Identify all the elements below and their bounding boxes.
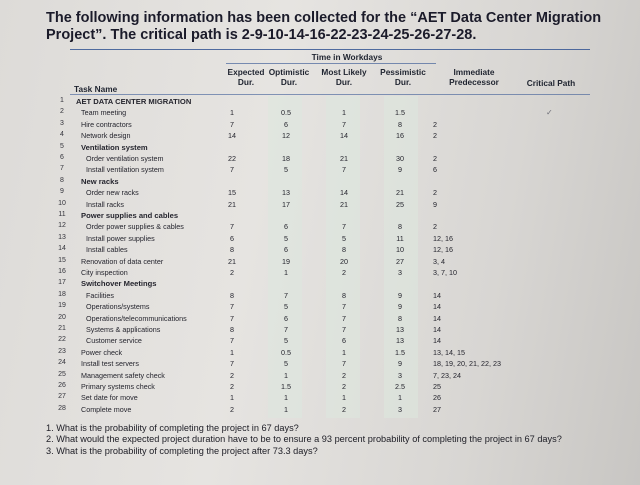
- pessimistic-duration: 30: [396, 154, 404, 163]
- expected-duration: 2: [230, 382, 234, 391]
- row-number: 2: [60, 108, 64, 116]
- task-name: Order new racks: [86, 188, 139, 198]
- row-number: 10: [58, 199, 66, 207]
- expected-duration: 2: [230, 268, 234, 277]
- row-number: 25: [58, 370, 66, 378]
- row-number: 8: [60, 176, 64, 184]
- task-name: Order ventilation system: [86, 154, 164, 163]
- most-likely-duration: 14: [340, 131, 348, 141]
- expected-header-line1: Expected: [227, 67, 265, 77]
- most-likely-header: [316, 67, 372, 87]
- row-number: 6: [60, 154, 64, 161]
- task-name: Install ventilation system: [86, 165, 164, 175]
- pessimistic-duration: 8: [398, 313, 402, 323]
- row-number: 7: [60, 165, 64, 173]
- expected-duration: 8: [230, 290, 234, 300]
- pessimistic-duration: 1: [398, 393, 402, 403]
- header-underline: [226, 63, 436, 64]
- task-name: Facilities: [86, 290, 114, 300]
- row-number: 28: [58, 404, 66, 412]
- immediate-predecessor: 12, 16: [433, 233, 453, 243]
- optimistic-duration: 5: [284, 165, 288, 175]
- task-name: Operations/systems: [86, 302, 150, 312]
- predecessor-header-line2: Predecessor: [449, 77, 499, 87]
- pessimistic-duration: 10: [396, 245, 404, 255]
- optimistic-duration: 0.5: [281, 108, 291, 118]
- most-likely-duration: 7: [342, 325, 346, 334]
- optimistic-header-line2: Dur.: [280, 77, 298, 87]
- pessimistic-duration: 11: [396, 233, 404, 243]
- immediate-predecessor: 2: [433, 154, 437, 163]
- immediate-predecessor: 2: [433, 119, 437, 129]
- expected-duration: 1: [230, 393, 234, 403]
- predecessor-header: [438, 67, 510, 87]
- question-3: 3. What is the probability of completing the project after 73.3 days?: [46, 445, 318, 456]
- task-name-header: Task Name: [74, 84, 118, 94]
- task-name: Management safety check: [81, 370, 165, 380]
- most-likely-duration: 1: [342, 108, 346, 118]
- immediate-predecessor: 2: [433, 188, 437, 198]
- row-number: 1: [60, 97, 64, 104]
- immediate-predecessor: 3, 7, 10: [433, 268, 457, 277]
- task-name: Systems & applications: [86, 325, 161, 334]
- row-number: 12: [58, 222, 66, 230]
- optimistic-duration: 18: [282, 154, 290, 163]
- group-header: Time in Workdays: [311, 52, 383, 62]
- expected-header-line2: Dur.: [237, 77, 255, 87]
- optimistic-duration: 1.5: [281, 382, 291, 391]
- immediate-predecessor: 25: [433, 382, 441, 391]
- row-number: 13: [58, 233, 66, 241]
- pessimistic-duration: 9: [398, 359, 402, 369]
- header-bottom-rule: [70, 94, 590, 95]
- optimistic-duration: 1: [284, 393, 288, 403]
- task-name: Switchover Meetings: [81, 279, 157, 289]
- pessimistic-duration: 8: [398, 222, 402, 232]
- immediate-predecessor: 7, 23, 24: [433, 370, 461, 380]
- most-likely-duration: 7: [342, 359, 346, 369]
- expected-duration: 2: [230, 404, 234, 414]
- most-likely-duration: 7: [342, 222, 346, 232]
- task-name: City inspection: [81, 268, 128, 277]
- most-likely-duration: 7: [342, 302, 346, 312]
- expected-duration: 7: [230, 313, 234, 323]
- pessimistic-duration: 3: [398, 370, 402, 380]
- most-likely-header-line2: Dur.: [335, 77, 353, 87]
- expected-duration: 7: [230, 165, 234, 175]
- task-name: AET DATA CENTER MIGRATION: [76, 97, 192, 106]
- task-name: Install test servers: [81, 359, 139, 369]
- expected-duration: 21: [228, 199, 236, 209]
- expected-duration: 14: [228, 131, 236, 141]
- task-name: Install power supplies: [86, 233, 155, 243]
- immediate-predecessor: 2: [433, 222, 437, 232]
- problem-heading: The following information has been collected for the “AET Data Center Migration Project”. The critical path is 2-9-10-14-16-22-23-24-25-26-27-28.: [46, 10, 602, 43]
- expected-header: [226, 67, 266, 87]
- question-1: 1. What is the probability of completing the project in 67 days?: [46, 423, 299, 433]
- questions-block: [46, 423, 606, 457]
- task-name: Install racks: [86, 199, 124, 209]
- most-likely-duration: 6: [342, 336, 346, 346]
- row-number: 11: [58, 211, 66, 218]
- pessimistic-duration: 13: [396, 336, 404, 346]
- expected-duration: 7: [230, 222, 234, 232]
- immediate-predecessor: 2: [433, 131, 437, 141]
- optimistic-duration: 6: [284, 245, 288, 255]
- pessimistic-duration: 2.5: [395, 382, 405, 391]
- optimistic-duration: 7: [284, 325, 288, 334]
- optimistic-duration: 1: [284, 404, 288, 414]
- row-number: 21: [58, 325, 66, 332]
- pessimistic-duration: 13: [396, 325, 404, 334]
- expected-duration: 21: [228, 256, 236, 266]
- optimistic-duration: 17: [282, 199, 290, 209]
- pessimistic-duration: 16: [396, 131, 404, 141]
- expected-duration: 7: [230, 359, 234, 369]
- optimistic-duration: 5: [284, 359, 288, 369]
- most-likely-duration: 5: [342, 233, 346, 243]
- task-name: New racks: [81, 176, 119, 186]
- expected-duration: 7: [230, 302, 234, 312]
- row-number: 23: [58, 347, 66, 355]
- most-likely-duration: 8: [342, 245, 346, 255]
- row-number: 16: [58, 268, 66, 275]
- most-likely-duration: 2: [342, 370, 346, 380]
- task-name: Network design: [81, 131, 131, 141]
- task-name: Ventilation system: [81, 142, 148, 152]
- critical-path-mark: ✓: [546, 108, 553, 118]
- expected-duration: 7: [230, 119, 234, 129]
- question-2: 2. What would the expected project duration have to be to ensure a 93 percent probability of completing the project in 67 days?: [46, 434, 562, 445]
- pessimistic-header-line1: Pessimistic: [380, 67, 426, 77]
- task-name: Team meeting: [81, 108, 127, 118]
- immediate-predecessor: 14: [433, 290, 441, 300]
- row-number: 27: [58, 393, 66, 401]
- most-likely-duration: 1: [342, 347, 346, 357]
- row-number: 22: [58, 336, 66, 344]
- optimistic-duration: 1: [284, 370, 288, 380]
- pessimistic-duration: 25: [396, 199, 404, 209]
- optimistic-header: [266, 67, 312, 87]
- task-name: Install cables: [86, 245, 128, 255]
- most-likely-duration: 1: [342, 393, 346, 403]
- task-name: Customer service: [86, 336, 142, 346]
- expected-duration: 6: [230, 233, 234, 243]
- optimistic-duration: 19: [282, 256, 290, 266]
- expected-duration: 1: [230, 108, 234, 118]
- expected-duration: 15: [228, 188, 236, 198]
- top-rule: [70, 49, 590, 50]
- immediate-predecessor: 13, 14, 15: [433, 347, 465, 357]
- most-likely-duration: 21: [340, 154, 348, 163]
- most-likely-header-line1: Most Likely: [321, 67, 367, 77]
- task-name: Operations/telecommunications: [86, 313, 187, 323]
- immediate-predecessor: 14: [433, 302, 441, 312]
- most-likely-duration: 2: [342, 404, 346, 414]
- most-likely-duration: 21: [340, 199, 348, 209]
- expected-duration: 7: [230, 336, 234, 346]
- task-name: Power check: [81, 347, 123, 357]
- pessimistic-duration: 3: [398, 404, 402, 414]
- pessimistic-duration: 9: [398, 165, 402, 175]
- row-number: 19: [58, 302, 66, 310]
- immediate-predecessor: 12, 16: [433, 245, 453, 255]
- row-number: 14: [58, 245, 66, 253]
- optimistic-header-line1: Optimistic: [268, 67, 310, 77]
- optimistic-duration: 5: [284, 336, 288, 346]
- immediate-predecessor: 6: [433, 165, 437, 175]
- immediate-predecessor: 18, 19, 20, 21, 22, 23: [433, 359, 501, 369]
- task-name: Set date for move: [81, 393, 138, 403]
- pessimistic-duration: 3: [398, 268, 402, 277]
- most-likely-duration: 20: [340, 256, 348, 266]
- predecessor-header-line1: Immediate: [453, 67, 495, 77]
- optimistic-duration: 7: [284, 290, 288, 300]
- optimistic-duration: 6: [284, 313, 288, 323]
- immediate-predecessor: 26: [433, 393, 441, 403]
- pessimistic-header-line2: Dur.: [394, 77, 412, 87]
- most-likely-duration: 14: [340, 188, 348, 198]
- immediate-predecessor: 3, 4: [433, 256, 445, 266]
- row-number: 5: [60, 142, 64, 150]
- task-name: Renovation of data center: [81, 256, 164, 266]
- optimistic-duration: 1: [284, 268, 288, 277]
- row-number: 9: [60, 188, 64, 196]
- row-number: 24: [58, 359, 66, 367]
- task-name: Primary systems check: [81, 382, 155, 391]
- pessimistic-duration: 27: [396, 256, 404, 266]
- optimistic-duration: 13: [282, 188, 290, 198]
- pessimistic-duration: 9: [398, 290, 402, 300]
- row-number: 20: [58, 313, 66, 321]
- expected-duration: 1: [230, 347, 234, 357]
- optimistic-duration: 5: [284, 233, 288, 243]
- pessimistic-header: [378, 67, 428, 87]
- immediate-predecessor: 14: [433, 336, 441, 346]
- most-likely-duration: 7: [342, 313, 346, 323]
- most-likely-duration: 7: [342, 119, 346, 129]
- expected-duration: 22: [228, 154, 236, 163]
- task-name: Order power supplies & cables: [86, 222, 184, 232]
- optimistic-duration: 6: [284, 222, 288, 232]
- row-number: 4: [60, 131, 64, 139]
- optimistic-duration: 5: [284, 302, 288, 312]
- expected-duration: 8: [230, 245, 234, 255]
- pessimistic-duration: 1.5: [395, 108, 405, 118]
- task-name: Power supplies and cables: [81, 211, 179, 220]
- immediate-predecessor: 14: [433, 313, 441, 323]
- immediate-predecessor: 27: [433, 404, 441, 414]
- row-number: 17: [58, 279, 66, 287]
- most-likely-duration: 8: [342, 290, 346, 300]
- expected-duration: 2: [230, 370, 234, 380]
- most-likely-duration: 7: [342, 165, 346, 175]
- pessimistic-duration: 1.5: [395, 347, 405, 357]
- row-number: 26: [58, 382, 66, 389]
- row-number: 3: [60, 119, 64, 127]
- optimistic-duration: 0.5: [281, 347, 291, 357]
- optimistic-duration: 6: [284, 119, 288, 129]
- most-likely-duration: 2: [342, 268, 346, 277]
- task-name: Hire contractors: [81, 119, 132, 129]
- immediate-predecessor: 14: [433, 325, 441, 334]
- optimistic-duration: 12: [282, 131, 290, 141]
- immediate-predecessor: 9: [433, 199, 437, 209]
- task-name: Complete move: [81, 404, 132, 414]
- row-number: 15: [58, 256, 66, 264]
- row-number: 18: [58, 290, 66, 298]
- critical-path-header: Critical Path: [526, 78, 576, 88]
- pessimistic-duration: 8: [398, 119, 402, 129]
- pessimistic-duration: 21: [396, 188, 404, 198]
- expected-duration: 8: [230, 325, 234, 334]
- most-likely-duration: 2: [342, 382, 346, 391]
- pessimistic-duration: 9: [398, 302, 402, 312]
